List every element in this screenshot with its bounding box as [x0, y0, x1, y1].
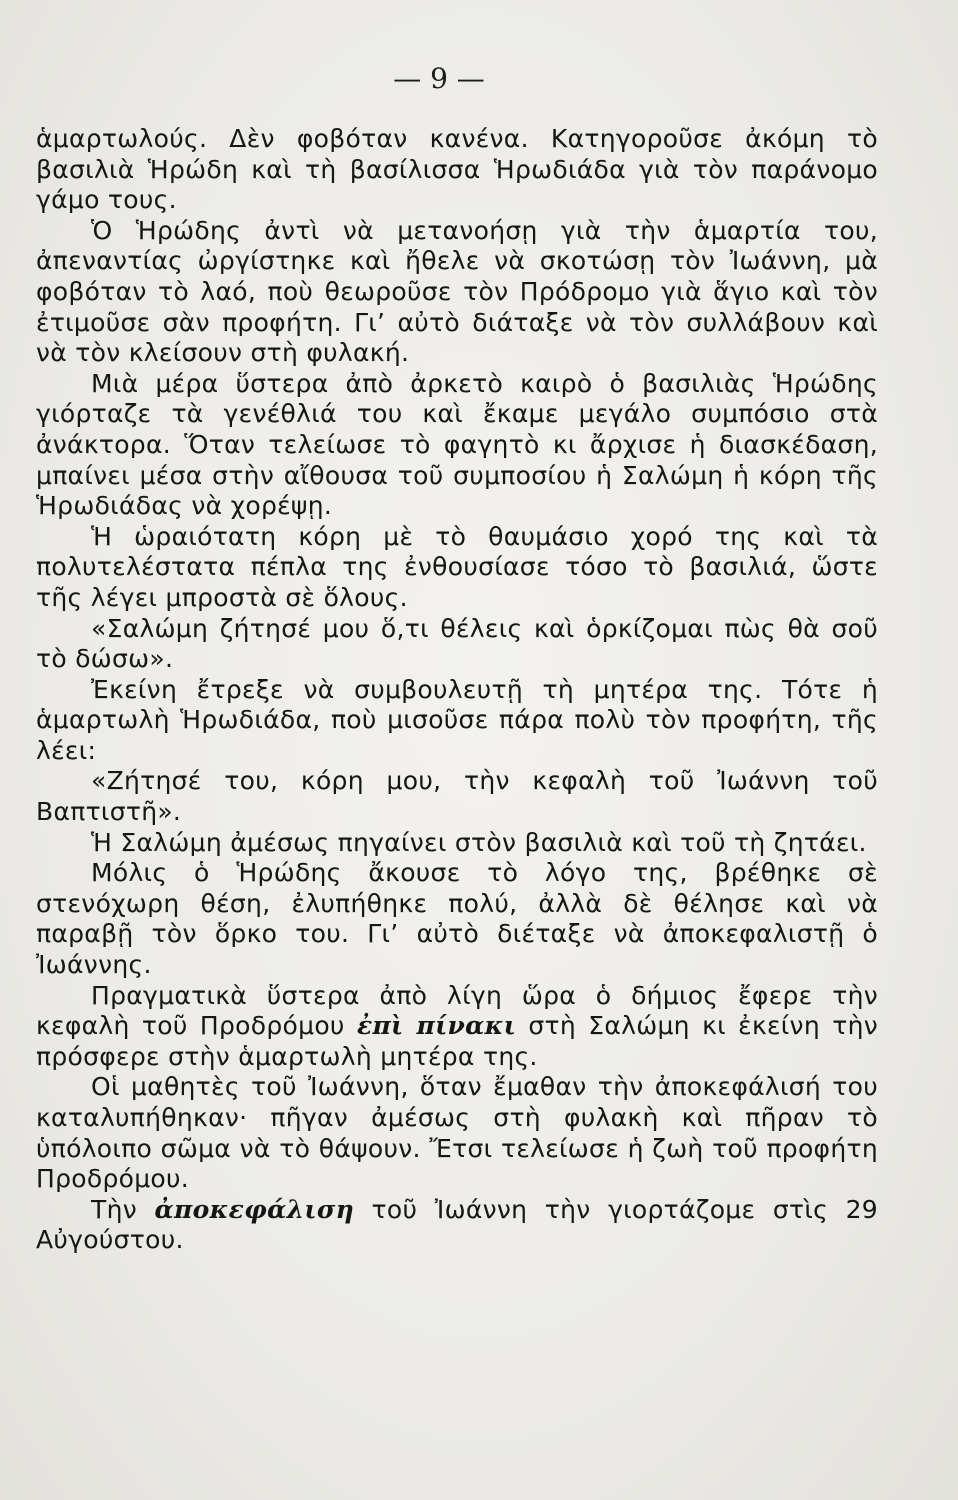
- paragraph-10: [36, 981, 878, 1073]
- paragraph-text: Μιὰ μέρα ὕστερα ἀπὸ ἀρκετὸ καιρὸ ὁ βασιλιὰς Ἡρώδης γιόρταζε τὰ γενέθλιά του καὶ ἔκαμε μεγάλο συμπόσιο στὰ ἀνάκτορα. Ὅταν τελείωσε τὸ φαγητὸ κι ἄρχισε ἡ διασκέδαση, μπαίνει μέσα στὴν αἴθουσα τοῦ συμποσίου ἡ Σαλώμη ἡ κόρη τῆς Ἡρωδιάδας νὰ χορέψῃ.: [36, 368, 878, 521]
- paragraph-11: [36, 1072, 878, 1194]
- paragraph-4: [36, 522, 878, 614]
- paragraph-text: «Σαλώμη ζήτησέ μου ὅ,τι θέλεις καὶ ὁρκίζομαι πὼς θὰ σοῦ τὸ δώσω».: [36, 613, 878, 674]
- paragraph-5: [36, 614, 878, 675]
- page-number: — 9 —: [393, 62, 485, 95]
- paragraph-1: [36, 124, 878, 216]
- paragraph-text: Ἡ ὡραιότατη κόρη μὲ τὸ θαυμάσιο χορό της καὶ τὰ πολυτελέστατα πέπλα της ἐνθουσίασε τόσο τὸ βασιλιά, ὥστε τῆς λέγει μπροστὰ σὲ ὅλους.: [36, 521, 878, 612]
- paragraph-text: Ἐκείνη ἔτρεξε νὰ συμβουλευτῇ τὴ μητέρα της. Τότε ἡ ἁμαρτωλὴ Ἡρωδιάδα, ποὺ μισοῦσε πάρα πολὺ τὸν προφήτη, τῆς λέει:: [36, 674, 878, 765]
- paragraph-text: Πραγματικὰ ὕστερα ἀπὸ λίγη ὥρα ὁ δήμιος ἔφερε τὴν κεφαλὴ τοῦ Προδρόμου: [36, 980, 878, 1041]
- paragraph-text: Τὴν: [91, 1194, 155, 1224]
- emphasized-phrase: ἀποκεφάλιση: [154, 1194, 355, 1224]
- paragraph-2: [36, 216, 878, 369]
- paragraph-text: Ὁ Ἡρώδης ἀντὶ νὰ μετανοήσῃ γιὰ τὴν ἁμαρτία του, ἀπεναντίας ὠργίστηκε καὶ ἤθελε νὰ σκοτώσῃ τὸν Ἰωάννη, μὰ φοβόταν τὸ λαό, ποὺ θεωροῦσε τὸν Πρόδρομο γιὰ ἅγιο καὶ τὸν ἐτιμοῦσε σὰν προφήτη. Γι’ αὐτὸ διάταξε νὰ τὸν συλλάβουν καὶ νὰ τὸν κλείσουν στὴ φυλακή.: [36, 215, 878, 368]
- paragraph-8: [36, 828, 878, 859]
- paragraph-text: ἁμαρτωλούς. Δὲν φοβόταν κανένα. Κατηγοροῦσε ἀκόμη τὸ βασιλιὰ Ἡρώδη καὶ τὴ βασίλισσα Ἡρωδιάδα γιὰ τὸν παράνομο γάμο τους.: [36, 124, 878, 215]
- paragraph-3: [36, 369, 878, 522]
- emphasized-phrase: ἐπὶ πίνακι: [356, 1011, 517, 1041]
- paragraph-text: τοῦ Ἰωάννη τὴν γιορτάζομε στὶς 29 Αὐγούστου.: [36, 1194, 878, 1255]
- paragraph-text: Οἱ μαθητὲς τοῦ Ἰωάννη, ὅταν ἔμαθαν τὴν ἀποκεφάλισή του καταλυπήθηκαν· πῆγαν ἀμέσως στὴ φυλακὴ καὶ πῆραν τὸ ὑπόλοιπο σῶμα νὰ τὸ θάψουν. Ἔτσι τελείωσε ἡ ζωὴ τοῦ προφήτη Προδρόμου.: [36, 1072, 878, 1194]
- page-body-text: [36, 124, 878, 1256]
- paragraph-text: Ἡ Σαλώμη ἀμέσως πηγαίνει στὸν βασιλιὰ καὶ τοῦ τὴ ζητάει.: [91, 827, 867, 857]
- paragraph-7: [36, 766, 878, 827]
- paragraph-text: «Ζήτησέ του, κόρη μου, τὴν κεφαλὴ τοῦ Ἰωάννη τοῦ Βαπτιστῆ».: [36, 766, 878, 827]
- paragraph-text: στὴ Σαλώμη κι ἐκείνη τὴν πρόσφερε στὴν ἁμαρτωλὴ μητέρα της.: [36, 1011, 878, 1071]
- paragraph-6: [36, 675, 878, 767]
- paragraph-text: Μόλις ὁ Ἡρώδης ἄκουσε τὸ λόγο της, βρέθηκε σὲ στενόχωρη θέση, ἐλυπήθηκε πολύ, ἀλλὰ δὲ θέλησε καὶ νὰ παραβῇ τὸν ὅρκο του. Γι’ αὐτὸ διέταξε νὰ ἀποκεφαλιστῇ ὁ Ἰωάννης.: [36, 858, 878, 980]
- paragraph-9: [36, 858, 878, 980]
- paragraph-12: [36, 1195, 878, 1256]
